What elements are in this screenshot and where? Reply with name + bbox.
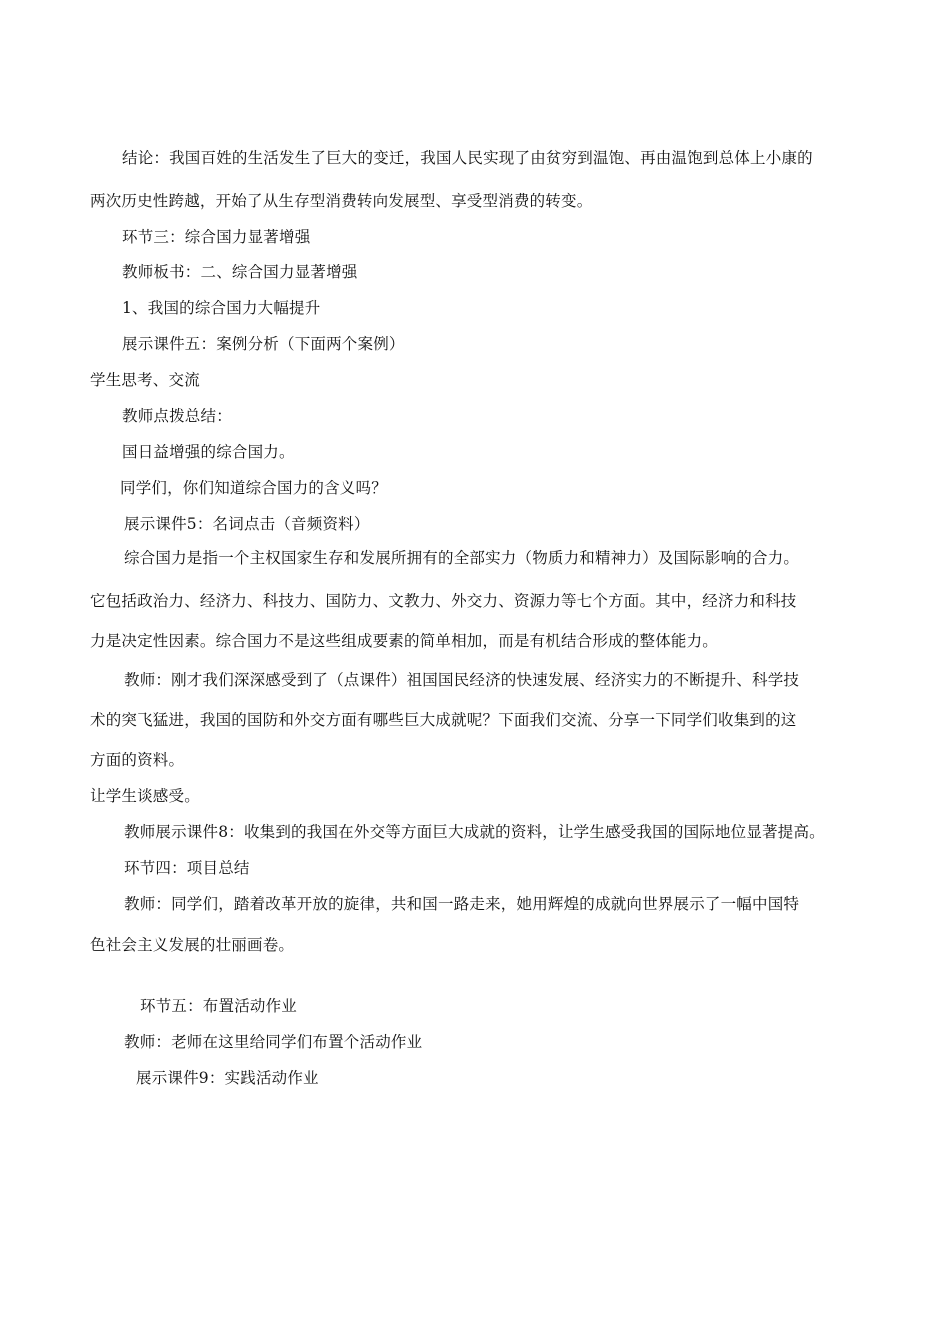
paragraph-line: 两次历史性跨越，开始了从生存型消费转向发展型、享受型消费的转变。 <box>90 192 593 210</box>
paragraph-line: 色社会主义发展的壮丽画卷。 <box>90 936 295 954</box>
section-heading: 环节三：综合国力显著增强 <box>122 228 311 246</box>
paragraph-line: 教师：刚才我们深深感受到了（点课件）祖国国民经济的快速发展、经济实力的不断提升、科学技 <box>124 671 800 689</box>
paragraph-line: 教师点拨总结： <box>122 407 232 425</box>
paragraph-line: 学生思考、交流 <box>90 371 200 389</box>
paragraph-line: 教师板书：二、综合国力显著增强 <box>122 263 358 281</box>
paragraph-line: 展示课件五：案例分析（下面两个案例） <box>122 335 405 353</box>
section-heading: 环节四：项目总结 <box>124 859 250 877</box>
paragraph-line: 1、我国的综合国力大幅提升 <box>122 299 321 317</box>
paragraph-line: 综合国力是指一个主权国家生存和发展所拥有的全部实力（物质力和精神力）及国际影响的合力。 <box>124 549 800 567</box>
paragraph-line: 展示课件5：名词点击（音频资料） <box>124 515 370 533</box>
paragraph-line: 教师展示课件8：收集到的我国在外交等方面巨大成就的资料，让学生感受我国的国际地位显著提高。 <box>124 823 825 841</box>
paragraph-line: 国日益增强的综合国力。 <box>122 443 295 461</box>
paragraph-line: 结论：我国百姓的生活发生了巨大的变迁，我国人民实现了由贫穷到温饱、再由温饱到总体上小康的 <box>122 149 813 167</box>
paragraph-line: 方面的资料。 <box>90 751 185 769</box>
paragraph-line: 让学生谈感受。 <box>90 787 200 805</box>
paragraph-line: 它包括政治力、经济力、科技力、国防力、文教力、外交力、资源力等七个方面。其中，经济力和科技 <box>90 592 797 610</box>
section-heading: 环节五：布置活动作业 <box>140 997 298 1015</box>
paragraph-line: 教师：老师在这里给同学们布置个活动作业 <box>124 1033 423 1051</box>
paragraph-line: 同学们，你们知道综合国力的含义吗？ <box>120 479 387 497</box>
paragraph-line: 术的突飞猛进，我国的国防和外交方面有哪些巨大成就呢？下面我们交流、分享一下同学们收集到的这 <box>90 711 797 729</box>
paragraph-line: 教师：同学们，踏着改革开放的旋律，共和国一路走来，她用辉煌的成就向世界展示了一幅中国特 <box>124 895 800 913</box>
paragraph-line: 力是决定性因素。综合国力不是这些组成要素的简单相加，而是有机结合形成的整体能力。 <box>90 632 719 650</box>
paragraph-line: 展示课件9：实践活动作业 <box>136 1069 319 1087</box>
